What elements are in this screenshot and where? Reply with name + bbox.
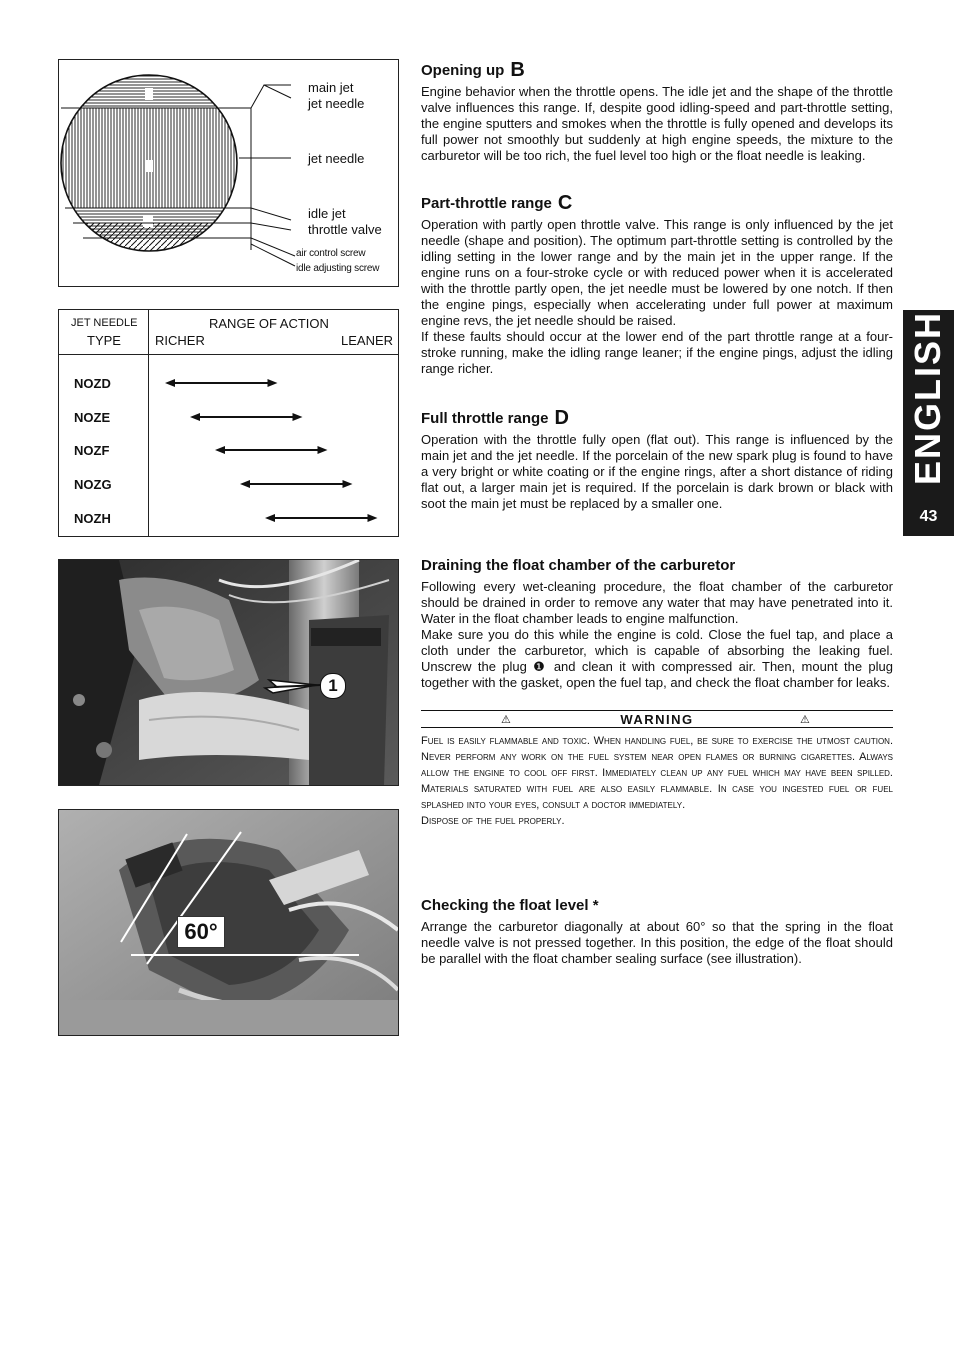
angle-label: 60° (177, 916, 225, 948)
needle-type-nozg: NOZG (74, 477, 112, 492)
section-float-level (421, 897, 893, 967)
full-throttle-text: Operation with the throttle fully open (flat out). This range is influenced by the main jet and the jet needle. If the porcelain of the new spark plug is found to have a very bright or white coating or if the engine rings, after a short distance of riding flat out, a larger main jet is required. If the porcelain is dark brown or black with soot the main jet must be replaced by a smaller one. (421, 432, 893, 511)
label-jet-needle-top: jet needle (308, 96, 365, 111)
float-level-text: Arrange the carburetor diagonally at about 60° so that the spring in the float needle valve is not pressed together. In this position, the edge of the float should be parallel with the float chamber sealing surface (see illustration). (421, 919, 893, 966)
photo-float-level-angle (58, 809, 399, 1036)
warning-text-2: Dispose of the fuel properly. (421, 815, 565, 827)
needle-type-nozf: NOZF (74, 443, 110, 458)
page-number: 43 (919, 508, 938, 525)
table-header-leaner: LEANER (341, 333, 394, 348)
needle-type-nozd: NOZD (74, 376, 111, 391)
needle-type-noze: NOZE (74, 410, 111, 425)
heading-letter-b: B (510, 59, 525, 81)
warning-text (421, 733, 893, 829)
photo-drawing-drain (59, 560, 398, 785)
needle-type-nozh: NOZH (74, 511, 111, 526)
warning-header (421, 710, 893, 728)
draining-text-2a: Make sure you do this while the engine is cold. Close the fuel tap, and place a cloth under the carburetor, which is capable of absorbing the leaking fuel. Unscrew the plug (421, 627, 893, 674)
heading-part-throttle (421, 194, 893, 213)
heading-letter-d: D (554, 407, 569, 429)
section-part-throttle (421, 194, 893, 377)
warning-title: WARNING (620, 712, 694, 727)
range-arrows (59, 310, 398, 536)
warning-icon-right: ⚠ (800, 714, 810, 726)
label-idle-adjusting-screw: idle adjusting screw (296, 263, 380, 274)
label-jet-needle: jet needle (308, 151, 365, 166)
section-full-throttle (421, 409, 893, 512)
range-arrow-nozf (215, 446, 328, 454)
part-throttle-text-1: Operation with partly open throttle valve. This range is only influenced by the jet needle (shape and position). The optimum part-throttle setting is controlled by the idling setting in the lower range and by the main jet in the upper range. If the engine runs on a four-stroke cycle or with reduced power when it is accelerated with the throttle partly open, the jet needle must be lowered by one notch. If then the engine pings, especially when accelerating under full power at maximum engine revs, the jet needle should be raised. (421, 217, 893, 328)
table-header-range: RANGE OF ACTION (209, 316, 329, 331)
heading-opening-up (421, 61, 893, 80)
language-tab-word (903, 310, 954, 490)
label-air-control-screw: air control screw (296, 248, 366, 259)
warning-icon-left: ⚠ (501, 714, 511, 726)
jet-needle-table (58, 309, 399, 537)
range-arrow-nozg (240, 480, 353, 488)
callout-1: 1 (320, 673, 346, 699)
heading-opening-up-text: Opening up (421, 62, 505, 79)
heading-part-throttle-text: Part-throttle range (421, 195, 552, 212)
section-draining (421, 557, 893, 691)
opening-up-text: Engine behavior when the throttle opens. The idle jet and the shape of the throttle valve influences this range. If, despite good idling-speed and part-throttle setting, the engine sputters and smokes when the throttle is fully opened and develops its full power not smoothly but suddenly at high engine speeds, the mixture to the carburetor will be too rich, the fuel level too high or the float needle is leaking. (421, 84, 893, 163)
language-label: ENGLISH (907, 310, 948, 486)
heading-draining: Draining the float chamber of the carburetor (421, 557, 736, 574)
warning-text-1: Fuel is easily flammable and toxic. When handling fuel, be sure to exercise the utmost caution. Never perform any work on the fuel system near open flames or burning cigarettes. Always allow the engine to cool off first. Immediately clean up any fuel which may have been spilled. Materials saturated with fuel are also easily flammable. In case you ingested fuel or fuel splashed into your eyes, consult a doctor immediately. (421, 735, 893, 811)
plug-reference: ❶ (533, 659, 548, 674)
range-arrow-nozh (265, 514, 378, 522)
table-col-type: TYPE (87, 333, 121, 348)
range-arrow-nozd (165, 379, 278, 387)
carburetor-range-diagram (58, 59, 399, 287)
language-tab (903, 310, 954, 536)
draining-text-2 (421, 627, 893, 691)
section-opening-up (421, 61, 893, 164)
photo-drawing-angle (59, 810, 398, 1035)
heading-full-throttle-text: Full throttle range (421, 410, 549, 427)
draining-text-1: Following every wet-cleaning procedure, the float chamber of the carburetor should be drained in order to remove any water that may have penetrated into it. Water in the float chamber leads to engine malfunction. (421, 579, 893, 626)
heading-letter-c: C (557, 192, 573, 214)
label-idle-jet: idle jet (308, 206, 346, 221)
heading-float-level: Checking the float level * (421, 897, 599, 914)
part-throttle-text-2: If these faults should occur at the lower end of the part throttle range at a four-stroke running, make the idling range leaner; if the engine pings, adjust the idling range richer. (421, 329, 893, 376)
table-col-jet-needle: JET NEEDLE (71, 317, 138, 329)
label-main-jet: main jet (308, 80, 354, 95)
draining-text-2b: and clean it with compressed air. Then, mount the plug together with the gasket, open the fuel tap, and check the float chamber for leaks. (421, 659, 893, 690)
heading-full-throttle (421, 409, 893, 428)
photo-float-chamber-drain (58, 559, 399, 786)
label-throttle-valve: throttle valve (308, 222, 382, 237)
range-arrow-noze (190, 413, 303, 421)
table-header-richer: RICHER (155, 333, 205, 348)
